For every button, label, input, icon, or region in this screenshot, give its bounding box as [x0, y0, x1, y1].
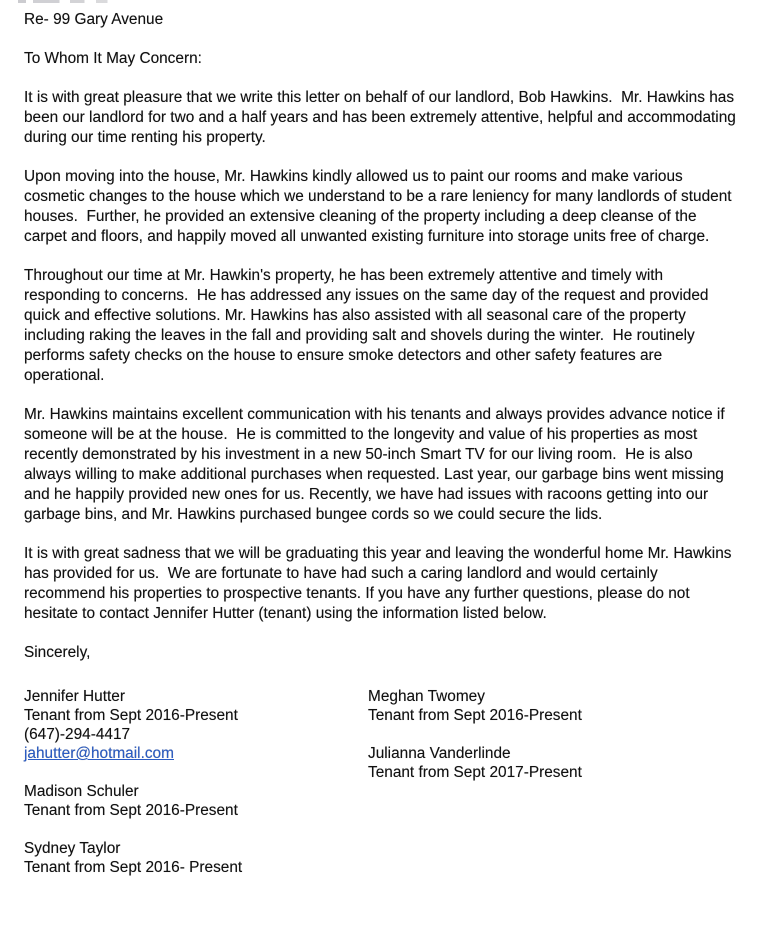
- salutation: To Whom It May Concern:: [24, 50, 202, 67]
- re-line: Re- 99 Gary Avenue: [24, 11, 164, 28]
- signer-tenure: Tenant from Sept 2016-Present: [24, 707, 238, 724]
- paragraph-3: Throughout our time at Mr. Hawkin's property, he has been extremely attentive and timely with responding to concerns. He has addressed any issues on the same day of the request and provided quick and effective solutions. Mr. Hawkins has also assisted with all seasonal care of the property including raking the leaves in the fall and providing salt and shovels during the winter. He routinely performs safety checks on the house to ensure smoke detectors and other safety features are operational.: [24, 267, 713, 384]
- signer-tenure: Tenant from Sept 2016- Present: [24, 859, 243, 876]
- closing: Sincerely,: [24, 644, 91, 661]
- signer-name: Julianna Vanderlinde: [368, 745, 511, 762]
- paragraph-5: It is with great sadness that we will be graduating this year and leaving the wonderful home Mr. Hawkins has provided for us. We are fortunate to have had such a caring landlord and would certainly recommend his properties to prospective tenants. If you have any further questions, please do not hesitate to contact Jennifer Hutter (tenant) using the information listed below.: [24, 545, 736, 622]
- signature-julianna-vanderlinde: [368, 744, 736, 782]
- signature-meghan-twomey: [368, 687, 736, 725]
- paragraph-2: Upon moving into the house, Mr. Hawkins kindly allowed us to paint our rooms and make various cosmetic changes to the house which we understand to be a rare leniency for many landlords of student houses. Further, he provided an extensive cleaning of the property including a deep cleanse of the carpet and floors, and happily moved all unwanted existing furniture into storage units free of charge.: [24, 168, 736, 245]
- signer-tenure: Tenant from Sept 2016-Present: [368, 707, 582, 724]
- signer-name: Sydney Taylor: [24, 840, 121, 857]
- signer-tenure: Tenant from Sept 2017-Present: [368, 764, 582, 781]
- signer-tenure: Tenant from Sept 2016-Present: [24, 802, 238, 819]
- scan-artifact: [18, 0, 133, 3]
- paragraph-1: It is with great pleasure that we write this letter on behalf of our landlord, Bob Hawkins. Mr. Hawkins has been our landlord for two and a half years and has been extremely attentive, helpful and accommodating during our time renting his property.: [24, 89, 741, 146]
- signer-phone: (647)-294-4417: [24, 726, 131, 743]
- signer-name: Jennifer Hutter: [24, 688, 125, 705]
- signer-name: Meghan Twomey: [368, 688, 485, 705]
- signature-sydney-taylor: [24, 839, 368, 877]
- signer-name: Madison Schuler: [24, 783, 139, 800]
- signature-column-left: [24, 687, 368, 896]
- signature-madison-schuler: [24, 782, 368, 820]
- signature-section: [24, 687, 736, 896]
- email-link[interactable]: jahutter@hotmail.com: [24, 745, 174, 762]
- signature-column-right: [368, 687, 736, 896]
- signature-jennifer-hutter: [24, 687, 368, 763]
- paragraph-4: Mr. Hawkins maintains excellent communication with his tenants and always provides advance notice if someone will be at the house. He is committed to the longevity and value of his properties as most recently demonstrated by his investment in a new 50-inch Smart TV for our living room. He is also always willing to make additional purchases when requested. Last year, our garbage bins went missing and he happily provided new ones for us. Recently, we have had issues with racoons getting into our garbage bins, and Mr. Hawkins purchased bungee cords so we could secure the lids.: [24, 406, 729, 523]
